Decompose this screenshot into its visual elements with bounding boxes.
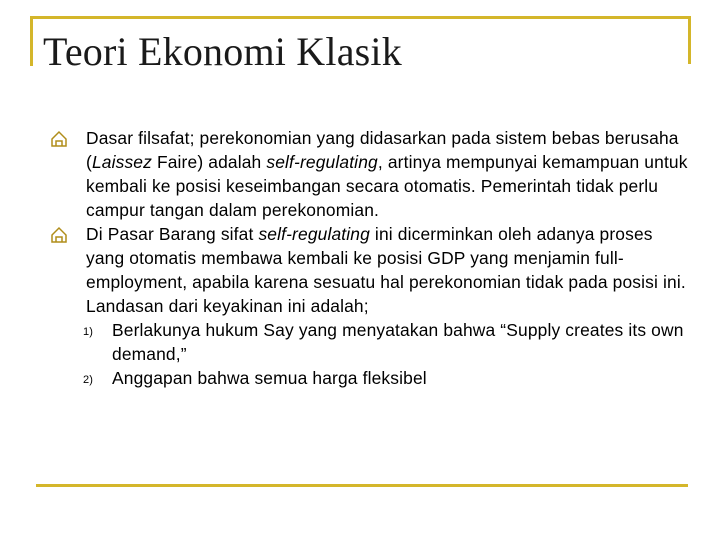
- bullet-text: ini dicerminkan oleh adanya proses yang otomatis membawa kembali ke posisi GDP yang menjamin full-employment, apabila karena sesuatu hal perekonomian tidak pada posisi ini. Landasan dari keyakinan ini adalah;: [86, 224, 686, 316]
- slide-content: [40, 126, 690, 390]
- bullet-icon: [50, 130, 68, 148]
- bullet-text: Faire) adalah: [151, 152, 267, 172]
- bullet-item: [50, 126, 690, 222]
- bullet-text-italic: Laissez: [91, 152, 152, 172]
- numbered-subitem: [50, 318, 690, 366]
- bullet-icon: [50, 226, 68, 244]
- frame-right-line: [688, 16, 691, 64]
- bullet-text: Dasar filsafat; perekonomian yang didasarkan pada sistem bebas berusaha (: [86, 128, 679, 172]
- bullet-item: [50, 222, 690, 318]
- bullet-text: Di Pasar Barang sifat: [86, 224, 259, 244]
- numbered-subitem: [50, 366, 690, 390]
- subitem-number: 1): [83, 326, 94, 338]
- frame-bottom-line: [36, 484, 688, 487]
- bullet-text: , artinya mempunyai kemampuan untuk kembali ke posisi keseimbangan secara otomatis. Pemerintah tidak perlu campur tangan dalam perekonomian.: [86, 152, 688, 220]
- bullet-text-italic: self-regulating: [266, 152, 378, 172]
- slide-title: Teori Ekonomi Klasik: [43, 29, 402, 74]
- frame-top-line: [30, 16, 690, 19]
- frame-left-line: [30, 16, 33, 66]
- subitem-text: Berlakunya hukum Say yang menyatakan bahwa “Supply creates its own demand,”: [112, 320, 684, 364]
- bullet-text-italic: self-regulating: [258, 224, 370, 244]
- subitem-text: Anggapan bahwa semua harga fleksibel: [112, 368, 427, 388]
- subitem-number: 2): [83, 374, 94, 386]
